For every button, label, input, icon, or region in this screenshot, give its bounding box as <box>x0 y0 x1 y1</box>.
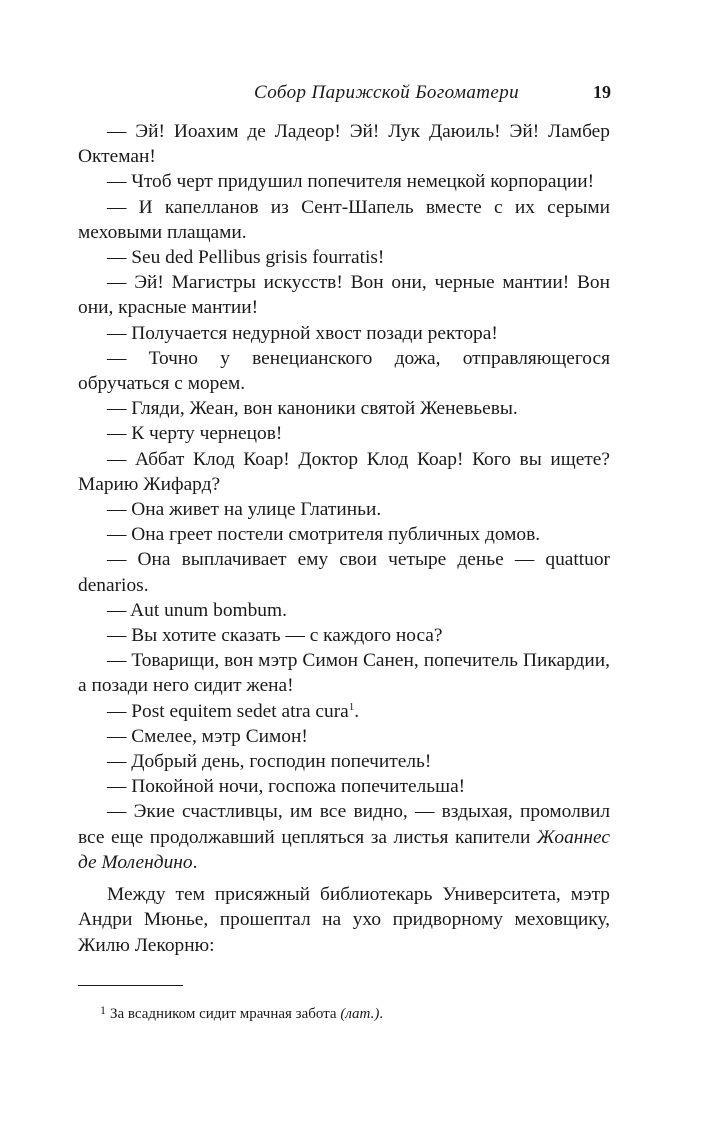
narrative-paragraph: Между тем присяжный библиотекарь Университета, мэтр Андри Мюнье, прошептал на ухо придворному меховщику, Жилю Лекорню: <box>78 884 610 956</box>
punctuation: . <box>379 1006 384 1022</box>
body-text <box>78 119 610 958</box>
dialogue-line <box>78 799 610 875</box>
dialogue-line: — Гляди, Жеан, вон каноники святой Женевьевы. <box>107 398 518 420</box>
dialogue-line: — Эй! Магистры искусств! Вон они, черные мантии! Вон они, красные мантии! <box>78 272 610 319</box>
dialogue-line: — Seu ded Pellibus grisis fourratis! <box>107 247 385 269</box>
dialogue-line: — Получается недурной хвост позади ректора! <box>107 322 498 344</box>
dialogue-line: — Вы хотите сказать — с каждого носа? <box>107 625 443 647</box>
dialogue-line: — Добрый день, господин попечитель! <box>107 751 432 773</box>
dialogue-line: — Покойной ночи, госпожа попечительша! <box>107 776 466 798</box>
footnote <box>78 1000 610 1024</box>
running-head <box>78 82 611 108</box>
footnote-language: (лат.) <box>340 1006 380 1022</box>
dialogue-line: — Она выплачивает ему свои четыре денье — quattuor denarios. <box>78 549 610 596</box>
dialogue-line: — К черту чернецов! <box>107 423 283 445</box>
footnote-number: 1 <box>100 1003 106 1017</box>
dialogue-line: — Товарищи, вон мэтр Симон Санен, попечитель Пикардии, а позади него сидит жена! <box>78 650 610 697</box>
footnote-reference[interactable]: 1 <box>348 700 355 713</box>
dialogue-text: — Экие счастливцы, им все видно, — вздыхая, промолвил все еще продолжавший цепляться за листья капители <box>78 801 610 848</box>
punctuation: . <box>354 700 360 722</box>
dialogue-line: — Чтоб черт придушил попечителя немецкой корпорации! <box>107 171 595 193</box>
dialogue-line: — Эй! Иоахим де Ладеор! Эй! Лук Даюиль! Эй! Ламбер Октеман! <box>78 121 610 168</box>
dialogue-line: — Смелее, мэтр Симон! <box>107 725 308 747</box>
character-name: Жоаннес де Молендино <box>78 826 610 873</box>
dialogue-line: — Аббат Клод Коар! Доктор Клод Коар! Кого вы ищете? Марию Жифард? <box>78 448 610 495</box>
running-title: Собор Парижской Богоматери <box>254 82 519 103</box>
punctuation: . <box>192 851 198 873</box>
dialogue-line: — Точно у венецианского дожа, отправляющегося обручаться с морем. <box>78 347 610 395</box>
footnote-divider <box>78 985 183 986</box>
dialogue-line: — И капелланов из Сент-Шапель вместе с их серыми меховыми плащами. <box>78 196 610 243</box>
dialogue-line: — Она греет постели смотрителя публичных домов. <box>107 524 541 546</box>
dialogue-line-footnoted <box>78 699 610 724</box>
dialogue-line: — Она живет на улице Глатиньи. <box>107 499 382 521</box>
dialogue-line: — Aut unum bombum. <box>107 599 287 621</box>
footnote-text: За всадником сидит мрачная забота <box>110 1006 341 1022</box>
dialogue-text: — Post equitem sedet atra cura <box>107 700 349 722</box>
page-number: 19 <box>593 82 611 102</box>
